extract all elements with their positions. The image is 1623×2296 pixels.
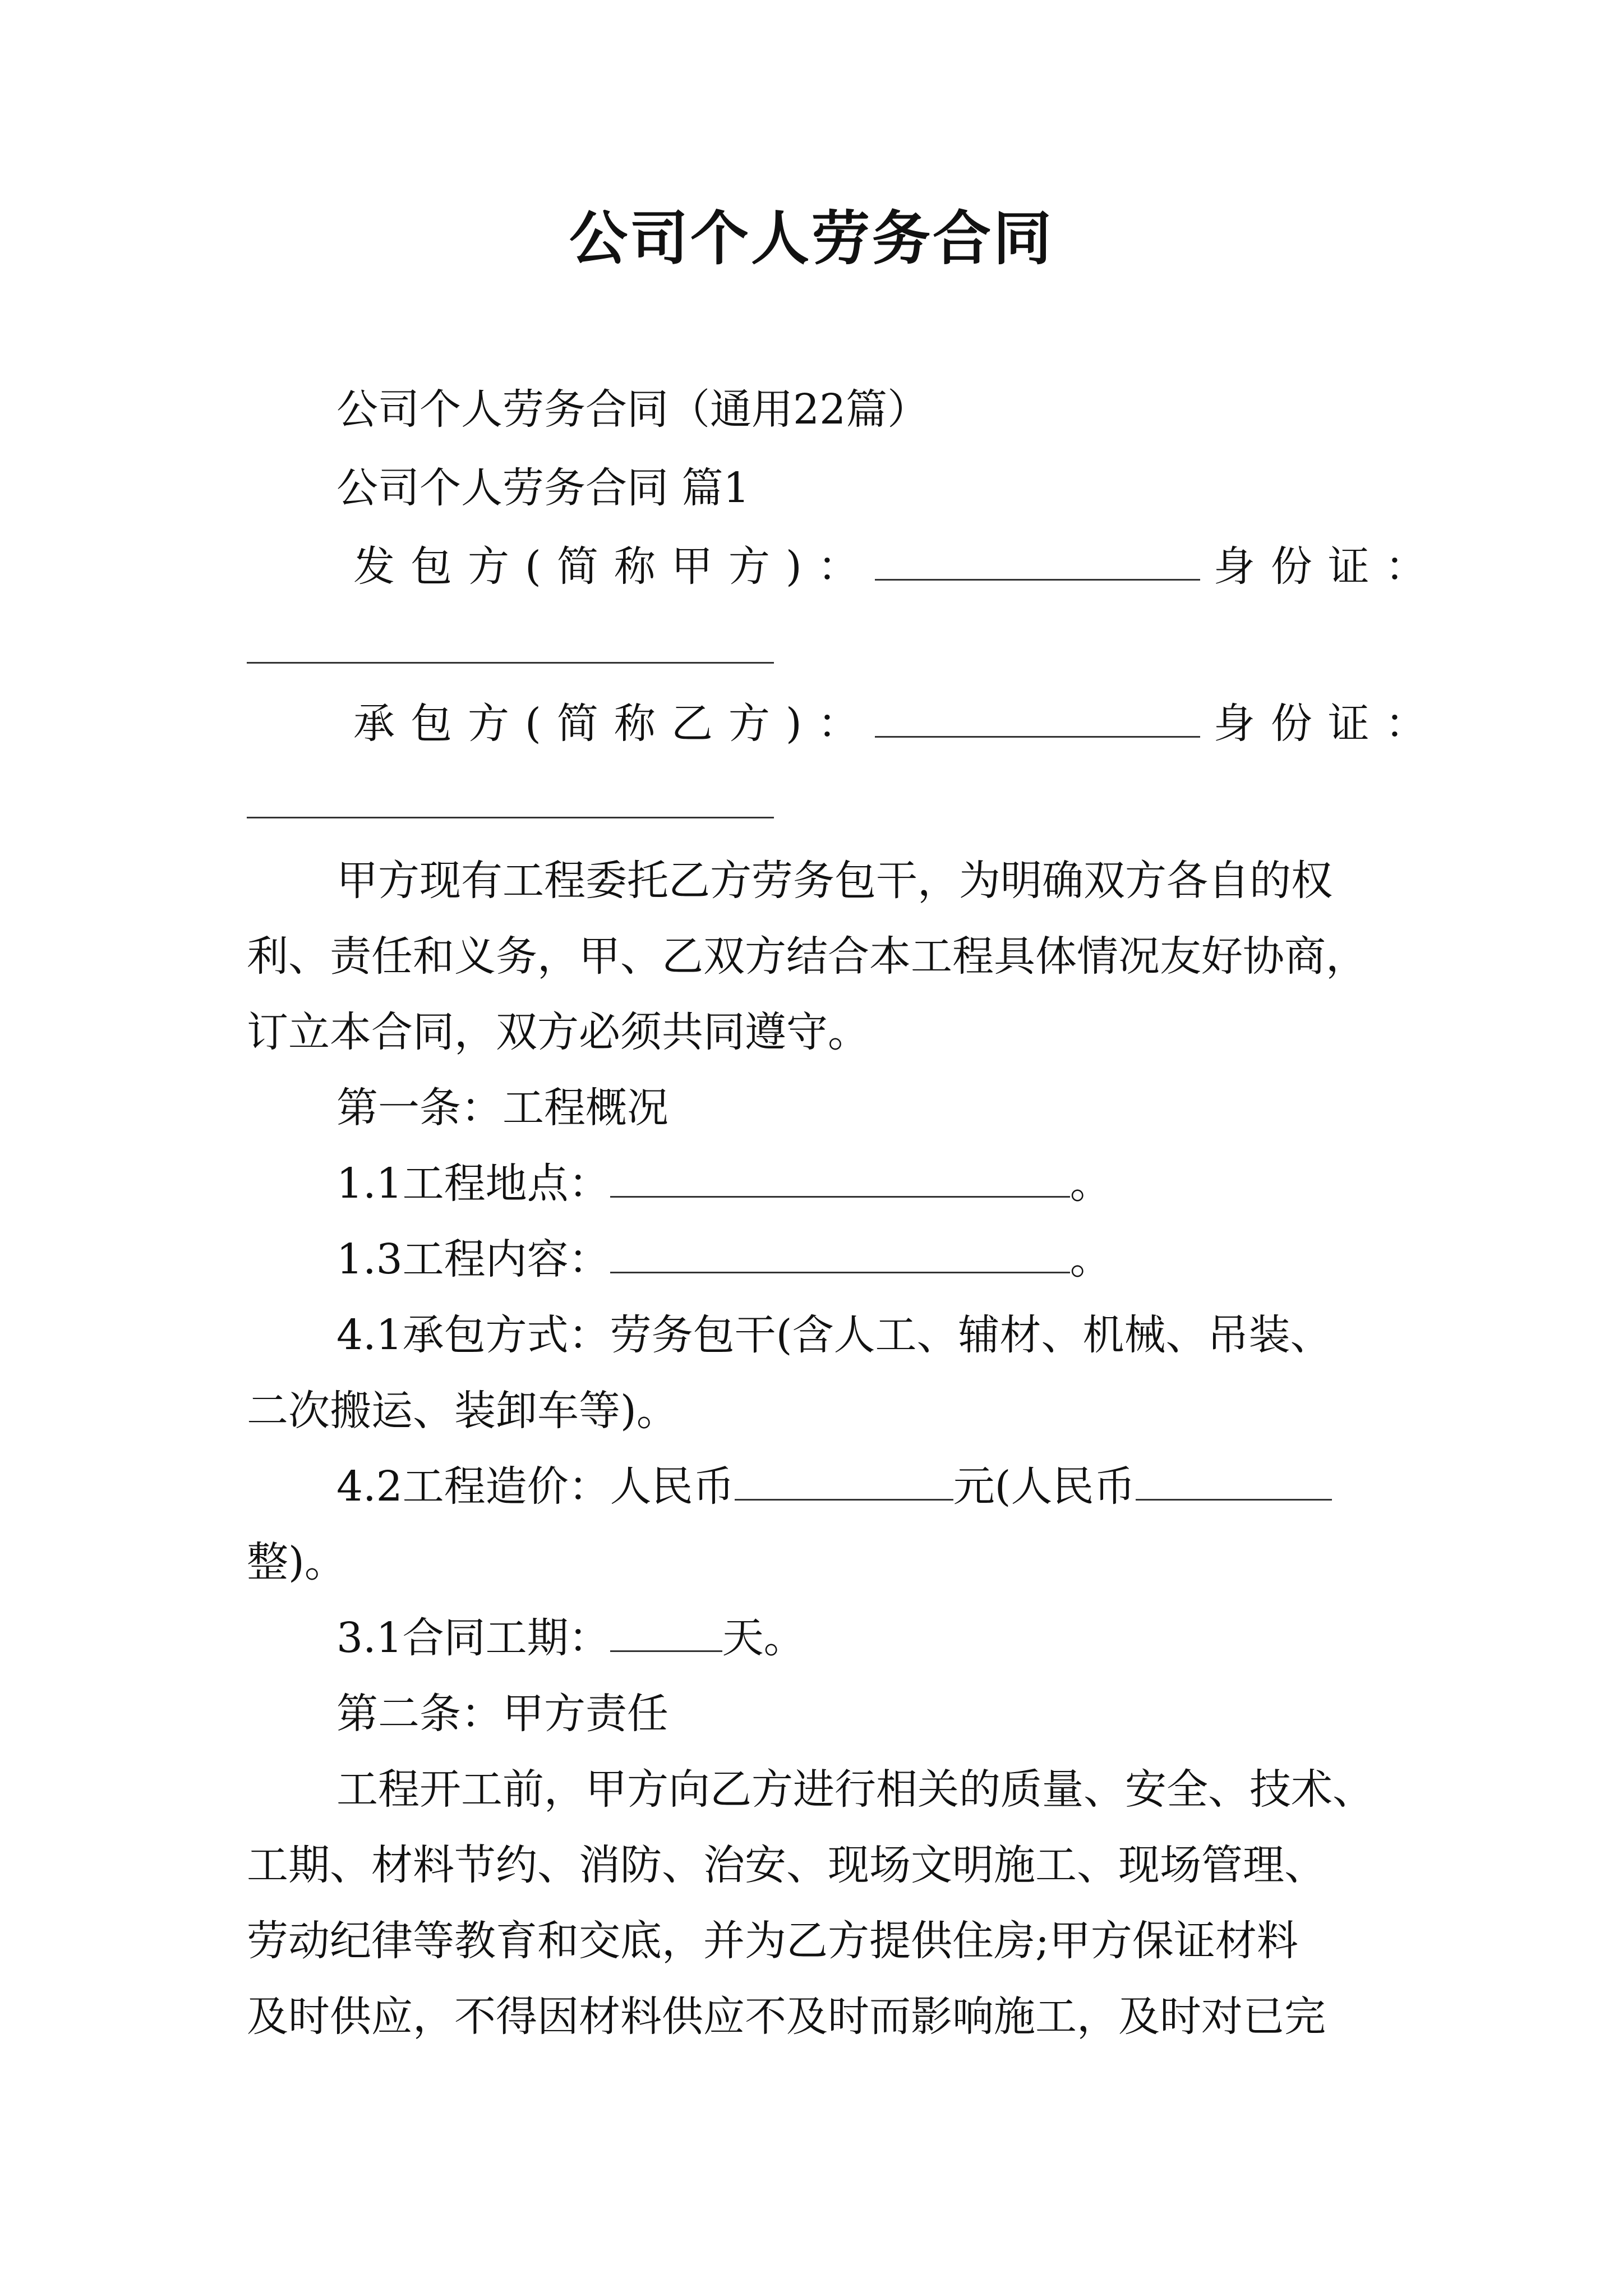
item-4-2-label: 4.2工程造价：人民币 xyxy=(336,1462,735,1511)
item-4-2-end: 整)。 xyxy=(247,1538,346,1586)
article-1-title: 第一条：工程概况 xyxy=(336,1084,668,1132)
item-3-1-blank xyxy=(610,1616,722,1652)
item-3-1-end: 天。 xyxy=(722,1614,805,1662)
item-4-2-row xyxy=(336,1458,1332,1515)
item-4-2-mid: 元(人民币 xyxy=(953,1462,1136,1511)
document-subtitle: 公司个人劳务合同（通用22篇） xyxy=(336,385,929,434)
item-1-3-blank xyxy=(610,1237,1070,1273)
article-2-line-1: 工程开工前，甲方向乙方进行相关的质量、安全、技术、 xyxy=(336,1765,1374,1814)
item-4-1-line-1: 4.1承包方式：劳务包干(含人工、辅材、机械、吊装、 xyxy=(336,1311,1332,1359)
party-a-id-label: 身份证： xyxy=(1213,542,1442,591)
party-b-id-label: 身份证： xyxy=(1213,700,1442,748)
article-2-title: 第二条：甲方责任 xyxy=(336,1690,668,1738)
item-1-1-label: 1.1工程地点： xyxy=(336,1159,610,1208)
party-a-id-blank xyxy=(247,662,774,664)
section-heading: 公司个人劳务合同 篇1 xyxy=(336,464,750,512)
item-1-1-blank xyxy=(610,1161,1070,1198)
intro-line-2: 利、责任和义务，甲、乙双方结合本工程具体情况友好协商， xyxy=(247,932,1367,981)
item-1-3-end: 。 xyxy=(1069,1235,1112,1283)
item-4-2-amount-blank xyxy=(735,1464,953,1501)
party-b-row xyxy=(353,696,1442,752)
item-1-1-row xyxy=(336,1156,1112,1212)
item-4-1-line-2: 二次搬运、装卸车等)。 xyxy=(247,1387,678,1435)
item-4-2-words-blank xyxy=(1136,1464,1332,1501)
item-3-1-row xyxy=(336,1610,805,1666)
item-3-1-label: 3.1合同工期： xyxy=(336,1614,610,1662)
party-a-row xyxy=(353,539,1442,595)
party-a-label: 发包方(简称甲方)： xyxy=(353,542,875,591)
party-b-name-blank xyxy=(875,701,1200,738)
article-2-line-3: 劳动纪律等教育和交底，并为乙方提供住房;甲方保证材料 xyxy=(247,1917,1298,1965)
item-1-3-row xyxy=(336,1231,1112,1287)
item-1-1-end: 。 xyxy=(1069,1159,1112,1208)
party-a-name-blank xyxy=(875,544,1200,581)
party-b-id-blank xyxy=(247,817,774,818)
intro-line-3: 订立本合同，双方必须共同遵守。 xyxy=(247,1008,869,1056)
article-2-line-2: 工期、材料节约、消防、治安、现场文明施工、现场管理、 xyxy=(247,1841,1326,1889)
document-title: 公司个人劳务合同 xyxy=(569,204,1054,273)
article-2-line-4: 及时供应，不得因材料供应不及时而影响施工，及时对已完 xyxy=(247,1993,1326,2041)
item-1-3-label: 1.3工程内容： xyxy=(336,1235,610,1283)
party-b-label: 承包方(简称乙方)： xyxy=(353,700,875,748)
intro-line-1: 甲方现有工程委托乙方劳务包干，为明确双方各自的权 xyxy=(336,857,1332,905)
